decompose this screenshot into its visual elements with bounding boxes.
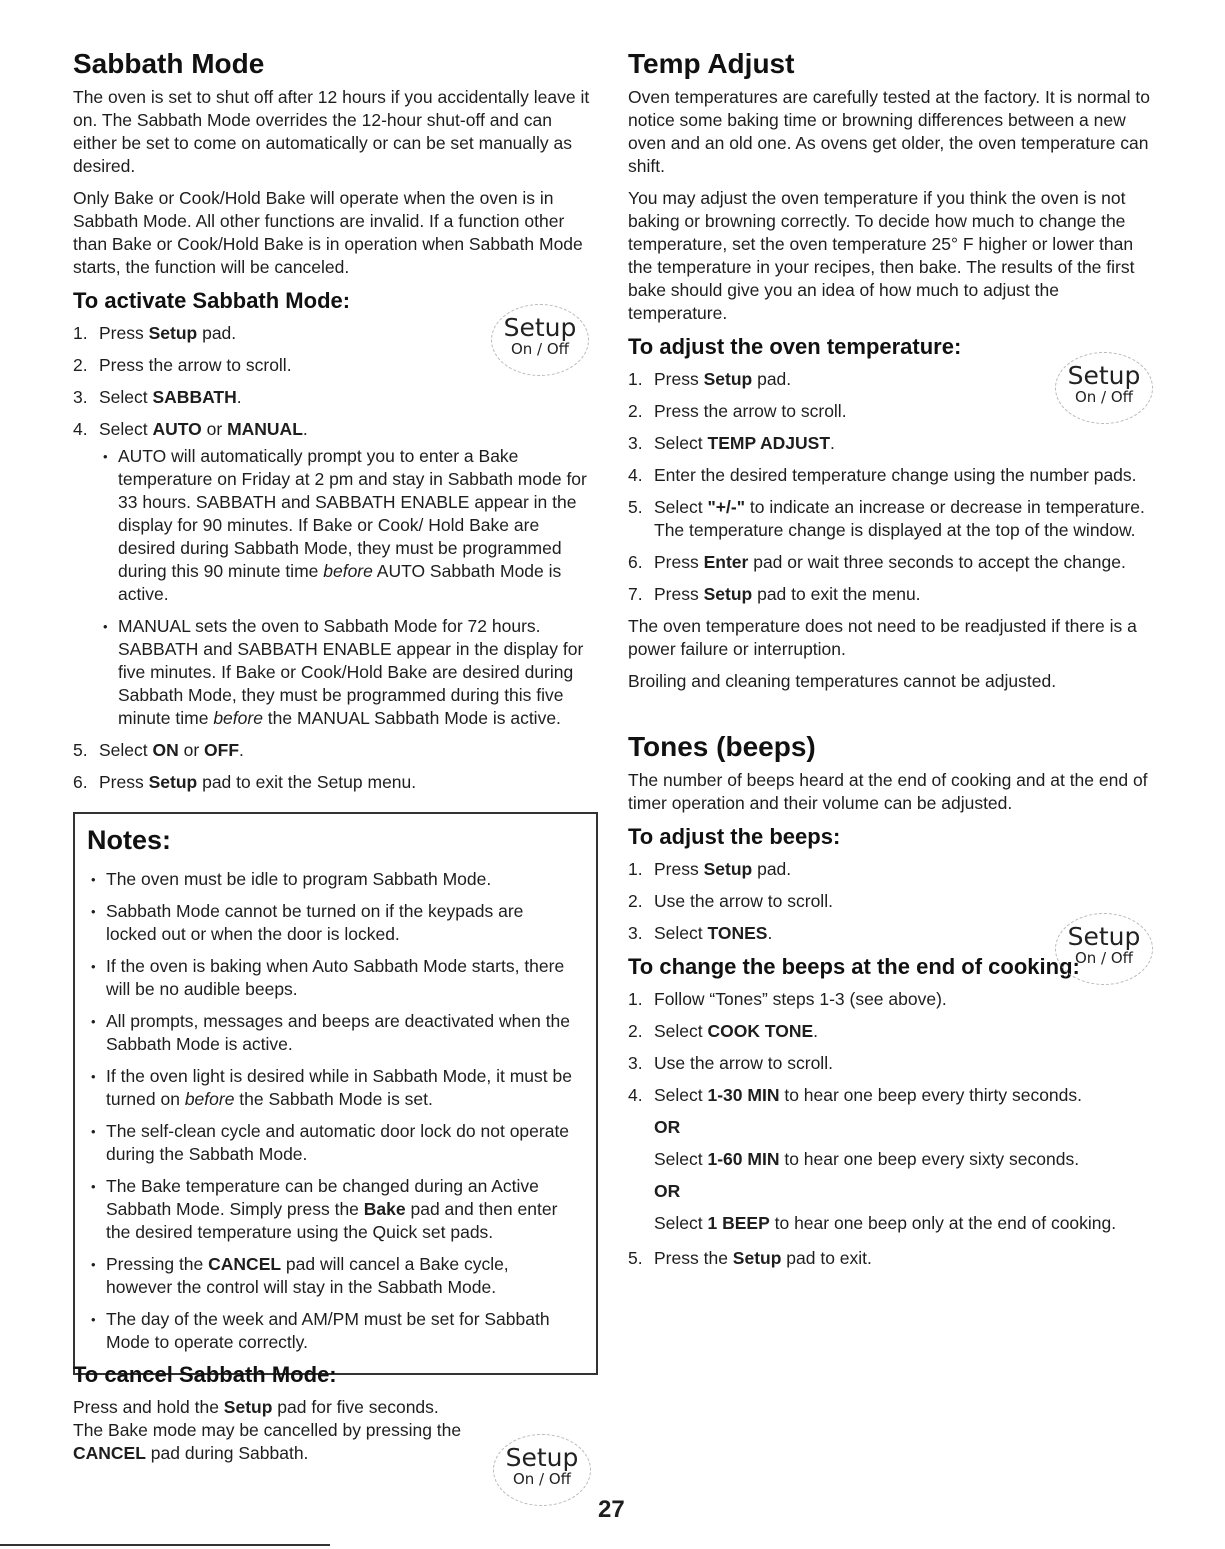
step-item: 4. Select AUTO or MANUAL. • AUTO will automatically prompt you to enter a Bake temperature on Friday at 2 pm and stay in Sabbath mode for 33 hours. SABBATH and SABBATH ENABLE appear in the display for 90 minutes. If Bake or Cook/ Hold Bake are desired during Sabbath Mode, they must be programmed during this 90 minute time before AUTO Sabbath Mode is active. • MANUAL sets the oven to Sabbath Mode for 72 hours. SABBATH and SABBATH ENABLE appear in the display for five minutes. If Bake or Cook/Hold Bake are desired during Sabbath Mode, they must be programmed during this five minute time before the MANUAL Sabbath Mode is active. bbox=[73, 418, 598, 730]
step-item: 5. Select ON or OFF. bbox=[73, 740, 244, 760]
step-item: 3. Select TEMP ADJUST. bbox=[628, 433, 835, 453]
sabbath-functions: Only Bake or Cook/Hold Bake will operate when the oven is in Sabbath Mode. All other functions are invalid. If a function other than Bake or Cook/Hold Bake is in operation when Sabbath Mode starts, the function will be canceled. bbox=[73, 188, 583, 277]
note-item: • The self-clean cycle and automatic door lock do not operate during the Sabbath Mode. bbox=[87, 1120, 578, 1166]
note-item: • Pressing the CANCEL pad will cancel a Bake cycle, however the control will stay in the Sabbath Mode. bbox=[87, 1253, 578, 1299]
notes-list bbox=[87, 868, 578, 1354]
temp-intro: Oven temperatures are carefully tested at the factory. It is normal to notice some baking time or browning differences between a new oven and an old one. As ovens get older, the oven temperature can shift. bbox=[628, 87, 1150, 176]
auto-bullet: • AUTO will automatically prompt you to enter a Bake temperature on Friday at 2 pm and stay in Sabbath mode for 33 hours. SABBATH and SABBATH ENABLE appear in the display for 90 minutes. If Bake or Cook/ Hold Bake are desired during Sabbath Mode, they must be programmed during this 90 minute time before AUTO Sabbath Mode is active. bbox=[99, 445, 598, 606]
temp-heading: To adjust the oven temperature: bbox=[628, 334, 962, 359]
step-item: 3. Select TONES. bbox=[628, 923, 773, 943]
step-item: 7. Press Setup pad to exit the menu. bbox=[628, 584, 921, 604]
setup-button-icon: Setup On / Off bbox=[1055, 913, 1153, 985]
note-item: • If the oven light is desired while in Sabbath Mode, it must be turned on before the Sabbath Mode is set. bbox=[87, 1065, 578, 1111]
activate-steps bbox=[73, 322, 598, 794]
setup-button-icon: Setup On / Off bbox=[1055, 352, 1153, 424]
step-item: 5. Press the Setup pad to exit. bbox=[628, 1248, 872, 1268]
step-item: 2. Press the arrow to scroll. bbox=[73, 355, 292, 375]
setup-button-icon: Setup On / Off bbox=[493, 1434, 591, 1506]
step-item: 1. Press Setup pad. bbox=[628, 859, 792, 879]
footer-rule bbox=[0, 1544, 330, 1546]
step-item: 2. Select COOK TONE. bbox=[628, 1021, 819, 1041]
activate-heading: To activate Sabbath Mode: bbox=[73, 288, 351, 313]
step-item: 6. Press Enter pad or wait three seconds to accept the change. bbox=[628, 552, 1126, 572]
mode-options bbox=[99, 445, 598, 730]
page-number: 27 bbox=[598, 1496, 625, 1523]
or-label: OR bbox=[654, 1181, 681, 1201]
step-item: 4. Select 1-30 MIN to hear one beep every thirty seconds. OR Select 1-60 MIN to hear one beep every sixty seconds. OR Select 1 BEEP to hear one beep only at the end of cooking. bbox=[628, 1084, 1158, 1235]
step-item: 3. Select SABBATH. bbox=[73, 387, 242, 407]
tones-title: Tones (beeps) bbox=[628, 731, 816, 762]
step-item: 5. Select "+/-" to indicate an increase or decrease in temperature. The temperature change is displayed at the top of the window. bbox=[628, 497, 1145, 540]
note-item: • The Bake temperature can be changed during an Active Sabbath Mode. Simply press the Bake pad and then enter the desired temperature using the Quick set pads. bbox=[87, 1175, 578, 1244]
notes-title: Notes: bbox=[87, 825, 172, 855]
tones-intro: The number of beeps heard at the end of cooking and at the end of timer operation and their volume can be adjusted. bbox=[628, 770, 1148, 813]
note-item: • If the oven is baking when Auto Sabbath Mode starts, there will be no audible beeps. bbox=[87, 955, 578, 1001]
alt-option: Select 1 BEEP to hear one beep only at the end of cooking. bbox=[654, 1213, 1117, 1233]
step-item: 1. Follow “Tones” steps 1-3 (see above). bbox=[628, 989, 947, 1009]
step-item: 1. Press Setup pad. bbox=[73, 323, 237, 343]
temp-note-2: Broiling and cleaning temperatures cannot be adjusted. bbox=[628, 671, 1057, 691]
step-item: 3. Use the arrow to scroll. bbox=[628, 1053, 833, 1073]
or-label: OR bbox=[654, 1117, 681, 1137]
sabbath-intro: The oven is set to shut off after 12 hours if you accidentally leave it on. The Sabbath Mode overrides the 12-hour shut-off and can either be set to come on automatically or can be set manually as desired. bbox=[73, 87, 590, 176]
note-item: • The day of the week and AM/PM must be set for Sabbath Mode to operate correctly. bbox=[87, 1308, 578, 1354]
tones-heading: To adjust the beeps: bbox=[628, 824, 841, 849]
cancel-text: Press and hold the Setup pad for five seconds. The Bake mode may be cancelled by pressing the CANCEL pad during Sabbath. bbox=[73, 1397, 462, 1463]
alt-option: Select 1-60 MIN to hear one beep every sixty seconds. bbox=[654, 1149, 1080, 1169]
step-item: 4. Enter the desired temperature change using the number pads. bbox=[628, 465, 1137, 485]
temp-title: Temp Adjust bbox=[628, 48, 795, 79]
cancel-heading: To cancel Sabbath Mode: bbox=[73, 1362, 337, 1387]
note-item: • The oven must be idle to program Sabbath Mode. bbox=[87, 868, 578, 891]
right-column bbox=[628, 48, 1158, 1279]
temp-adjust-info: You may adjust the oven temperature if you think the oven is not baking or browning correctly. To decide how much to change the temperature, set the oven temperature 25° F higher or lower than the temperature in your recipes, then bake. The results of the first bake should give you an idea of how much to adjust the temperature. bbox=[628, 188, 1135, 323]
manual-bullet: • MANUAL sets the oven to Sabbath Mode for 72 hours. SABBATH and SABBATH ENABLE appear in the display for five minutes. If Bake or Cook/Hold Bake are desired during Sabbath Mode, they must be programmed during this five minute time before the MANUAL Sabbath Mode is active. bbox=[99, 615, 598, 730]
setup-button-icon: Setup On / Off bbox=[491, 304, 589, 376]
cook-tone-heading: To change the beeps at the end of cooking: bbox=[628, 954, 1080, 979]
step-item: 2. Use the arrow to scroll. bbox=[628, 891, 833, 911]
note-item: • Sabbath Mode cannot be turned on if the keypads are locked out or when the door is locked. bbox=[87, 900, 578, 946]
cook-tone-steps bbox=[628, 988, 1158, 1270]
left-column bbox=[73, 48, 598, 1375]
step-item: 1. Press Setup pad. bbox=[628, 369, 792, 389]
notes-box bbox=[73, 812, 598, 1375]
note-item: • All prompts, messages and beeps are deactivated when the Sabbath Mode is active. bbox=[87, 1010, 578, 1056]
temp-note: The oven temperature does not need to be readjusted if there is a power failure or interruption. bbox=[628, 616, 1137, 659]
sabbath-title: Sabbath Mode bbox=[73, 48, 265, 79]
step-item: 6. Press Setup pad to exit the Setup menu. bbox=[73, 772, 417, 792]
step-item: 2. Press the arrow to scroll. bbox=[628, 401, 847, 421]
